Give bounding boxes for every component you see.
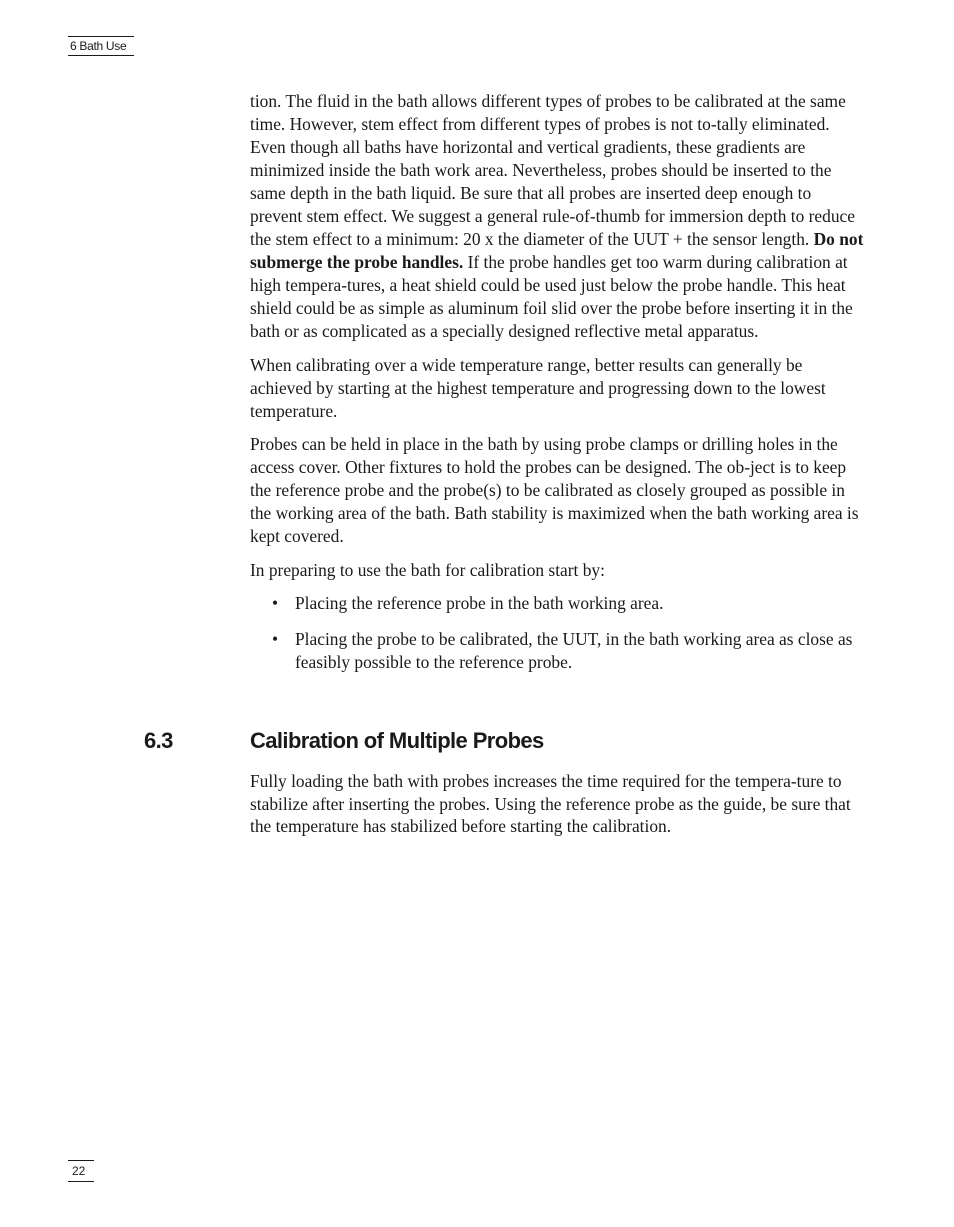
section-number: 6.3 (144, 728, 173, 753)
bullet-icon: • (272, 629, 279, 649)
paragraph-probe-depth-text: tion. The fluid in the bath allows different types of probes to be calibrated at the same time. However, stem effect from different types of probes is not to-tally eliminated. Even though all baths have horizontal and vertical gradients, these gradients are minimized inside the bath work area. Nevertheless, probes should be inserted to the same depth in the bath liquid. Be sure that all probes are inserted deep enough to prevent stem effect. We suggest a general rule-of-thumb for immersion depth to reduce the stem effect to a minimum: 20 x the diameter of the UUT + the sensor length. (250, 91, 855, 249)
list-item-text: Placing the probe to be calibrated, the UUT, in the bath working area as close as feasibly possible to the reference probe. (295, 629, 853, 672)
section-title: Calibration of Multiple Probes (250, 728, 544, 753)
body-text (250, 90, 865, 687)
paragraph-probe-depth-tail: If the probe handles get too warm during calibration at high tempera-tures, a heat shield could be used just below the probe handle. This heat shield could be as simple as aluminum foil slid over the probe before inserting it in the bath or as complicated as a specially designed reflective metal apparatus. (250, 252, 853, 341)
paragraph-preparation-intro: In preparing to use the bath for calibration start by: (250, 559, 605, 580)
running-header-title: 6 Bath Use (70, 39, 127, 53)
page-number-text: 22 (72, 1164, 86, 1178)
list-item-text: Placing the reference probe in the bath working area. (295, 593, 664, 613)
section-body (250, 770, 865, 838)
bullet-icon: • (272, 593, 279, 613)
list-item (250, 592, 865, 615)
running-header (68, 36, 134, 56)
paragraph-probe-depth (250, 90, 865, 343)
warning-bold-text: Do not submerge the probe handles. (250, 229, 864, 272)
paragraph-probe-fixtures: Probes can be held in place in the bath by using probe clamps or drilling holes in the access cover. Other fixtures to hold the probes can be designed. The ob-ject is to keep the reference probe and the probe(s) to be calibrated as closely grouped as possible in the working area of the bath. Bath stability is maximized when the bath working area is kept covered. (250, 434, 859, 546)
paragraph-multiple-probes: Fully loading the bath with probes increases the time required for the tempera-ture to stabilize after inserting the probes. Using the reference probe as the guide, be sure that the temperature has stabilized before starting the calibration. (250, 771, 851, 836)
preparation-list (250, 592, 865, 674)
section-heading (144, 727, 544, 755)
list-item (250, 628, 865, 674)
paragraph-temperature-range: When calibrating over a wide temperature range, better results can generally be achieved by starting at the highest temperature and progressing down to the lowest temperature. (250, 354, 826, 421)
page-number (68, 1160, 94, 1182)
